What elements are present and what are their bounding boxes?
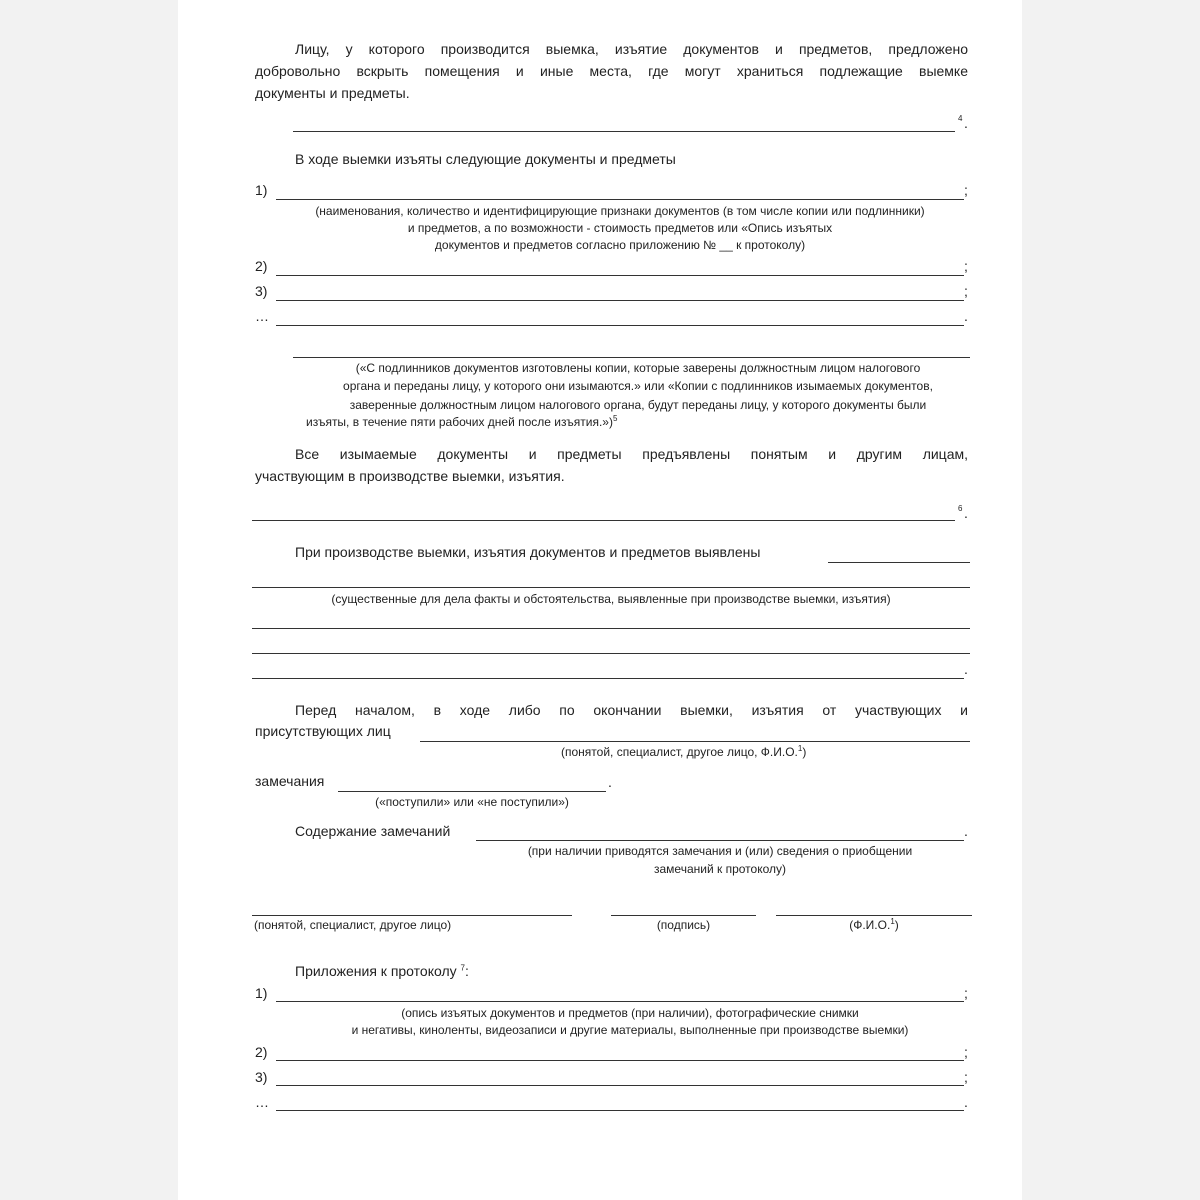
attachment-line-1[interactable] [276, 1001, 964, 1002]
attachment-line-2[interactable] [276, 1060, 964, 1061]
seized-caption-2: и предметов, а по возможности - стоимость предметов или «Опись изъятых [407, 221, 833, 235]
item-number-3: 3) [255, 283, 268, 299]
signature-sign-caption: (подпись) [656, 918, 711, 932]
period: . [608, 774, 612, 790]
period: . [964, 1094, 968, 1110]
remarks-label: замечания [255, 773, 325, 789]
remarks-received-line[interactable] [338, 791, 606, 792]
attachments-heading: Приложения к протоколу $^7$: [295, 963, 469, 979]
document-page [178, 0, 1022, 1200]
revealed-text: При производстве выемки, изъятия документов и предметов выявлены [295, 544, 761, 560]
copies-caption-1: («С подлинников документов изготовлены копии, которые заверены должностным лицом налогового [355, 361, 921, 375]
semicolon: ; [964, 258, 968, 274]
footnote-6: 6 [958, 504, 963, 513]
period: . [964, 308, 968, 324]
revealed-line-inline[interactable] [828, 562, 970, 563]
presented-line-1: Все изымаемые документы и предметы предъявлены понятым и другим лицам, [295, 446, 968, 462]
semicolon: ; [964, 1044, 968, 1060]
period: . [964, 115, 968, 131]
period: . [964, 505, 968, 521]
seized-line-more[interactable] [276, 325, 964, 326]
attachment-number-2: 2) [255, 1044, 268, 1060]
seized-heading: В ходе выемки изъяты следующие документы и предметы [295, 151, 676, 167]
revealed-line-1[interactable] [252, 587, 970, 588]
footnote-1: 1 [890, 917, 895, 926]
attachment-line-more[interactable] [276, 1110, 964, 1111]
attachment-line-3[interactable] [276, 1085, 964, 1086]
revealed-caption: (существенные для дела факты и обстоятельства, выявленные при производстве выемки, изъятия) [331, 592, 891, 606]
attachment-ellipsis: … [255, 1094, 269, 1110]
copies-line[interactable] [293, 357, 970, 358]
footnote-5: 5 [612, 414, 618, 423]
item-number-2: 2) [255, 258, 268, 274]
copies-caption-4: изъяты, в течение пяти рабочих дней после изъятия.»)$^5$ [306, 414, 618, 429]
remarks-content-line[interactable] [476, 840, 964, 841]
seized-line-1[interactable] [276, 199, 964, 200]
remarks-content-caption-1: (при наличии приводятся замечания и (или) сведения о приобщении [527, 844, 913, 858]
seized-line-2[interactable] [276, 275, 964, 276]
remarks-line-2: присутствующих лиц [255, 723, 391, 739]
footnote-1: 1 [797, 744, 803, 753]
seized-caption-1: (наименования, количество и идентифицирующие признаки документов (в том числе копии или подлинники) [315, 204, 925, 218]
copies-caption-2: органа и переданы лицу, у которого они изымаются.» или «Копии с подлинников изымаемых документов, [343, 379, 933, 393]
signature-person-caption: (понятой, специалист, другое лицо) [254, 918, 452, 932]
remarks-content-label: Содержание замечаний [295, 823, 451, 839]
seized-line-3[interactable] [276, 300, 964, 301]
footnote-7: 7 [460, 963, 465, 973]
revealed-line-3[interactable] [252, 653, 970, 654]
attachment-number-1: 1) [255, 985, 268, 1001]
semicolon: ; [964, 283, 968, 299]
fill-line-4[interactable] [293, 131, 955, 132]
attachments-caption-2: и негативы, киноленты, видеозаписи и другие материалы, выполненные при производстве выемки) [351, 1023, 909, 1037]
intro-line-1: Лицу, у которого производится выемка, изъятие документов и предметов, предложено [295, 41, 968, 57]
period: . [964, 823, 968, 839]
signature-fio-line[interactable] [776, 915, 972, 916]
remarks-person-caption: (понятой, специалист, другое лицо, Ф.И.О.$^1$) [561, 744, 807, 759]
remarks-line-1: Перед началом, в ходе либо по окончании выемки, изъятия от участвующих и [295, 702, 968, 718]
footnote-4: 4 [958, 114, 963, 123]
intro-line-2: добровольно вскрыть помещения и иные места, где могут храниться подлежащие выемке [255, 63, 968, 79]
presented-line-2: участвующим в производстве выемки, изъятия. [255, 468, 565, 484]
attachment-number-3: 3) [255, 1069, 268, 1085]
semicolon: ; [964, 182, 968, 198]
intro-line-3: документы и предметы. [255, 85, 410, 101]
revealed-line-4[interactable] [252, 678, 964, 679]
signature-person-line[interactable] [252, 915, 572, 916]
revealed-line-2[interactable] [252, 628, 970, 629]
fill-line-6[interactable] [252, 520, 955, 521]
copies-caption-3: заверенные должностным лицом налогового органа, будут переданы лицу, у которого документы были [349, 398, 927, 412]
attachments-caption-1: (опись изъятых документов и предметов (при наличии), фотографические снимки [401, 1006, 859, 1020]
period: . [964, 661, 968, 677]
item-ellipsis: … [255, 308, 269, 324]
remarks-received-caption: («поступили» или «не поступили») [375, 795, 569, 809]
remarks-content-caption-2: замечаний к протоколу) [654, 862, 786, 876]
remarks-person-line[interactable] [420, 741, 970, 742]
item-number-1: 1) [255, 182, 268, 198]
signature-sign-line[interactable] [611, 915, 756, 916]
seized-caption-3: документов и предметов согласно приложению № __ к протоколу) [434, 238, 806, 252]
semicolon: ; [964, 1069, 968, 1085]
signature-fio-caption: (Ф.И.О.$^1$) [849, 917, 899, 932]
semicolon: ; [964, 985, 968, 1001]
